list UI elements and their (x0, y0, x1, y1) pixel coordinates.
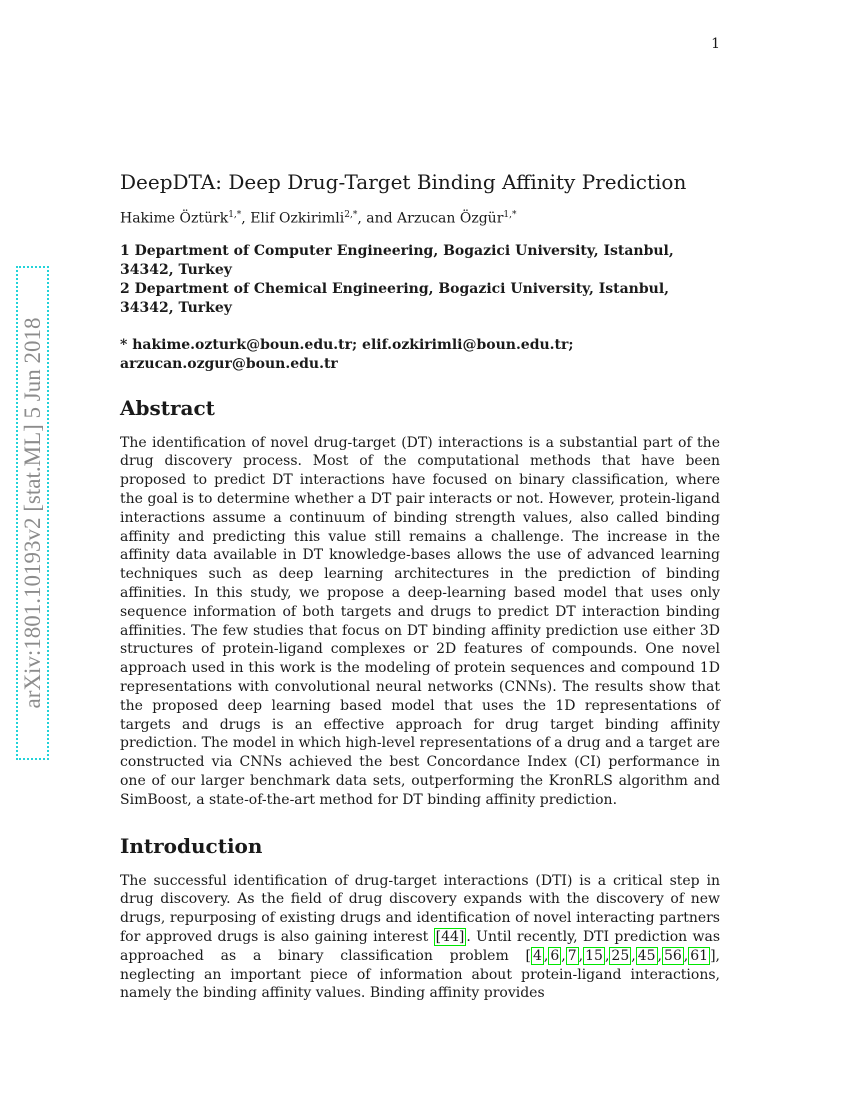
affiliations (120, 242, 720, 318)
abstract-heading: Abstract (120, 395, 215, 420)
citation-link[interactable]: 61 (690, 947, 709, 964)
abstract-text: The identification of novel drug-target (DT) interactions is a substantial part of the drug discovery process. Most of the computational methods that have been proposed to predict DT interactions have focused on binary classification, where the goal is to determine whether a DT pair interacts or not. However, protein-ligand interactions assume a continuum of binding strength values, also called binding affinity and predicting this value still remains a challenge. The increase in the affinity data available in DT knowledge-bases allows the use of advanced learning techniques such as deep learning architectures in the prediction of binding affinities. In this study, we propose a deep-learning based model that uses only sequence information of both targets and drugs to predict DT interaction binding affinities. The few studies that focus on DT binding affinity prediction use either 3D structures of protein-ligand complexes or 2D features of compounds. One novel approach used in this work is the modeling of protein sequences and compound 1D representations with convolutional neural networks (CNNs). The results show that the proposed deep learning based model that uses the 1D representations of targets and drugs is an effective approach for drug target binding affinity prediction. The model in which high-level representations of a drug and a target are constructed via CNNs achieved the best Concordance Index (CI) performance in one of our larger benchmark data sets, outperforming the KronRLS algorithm and SimBoost, a state-of-the-art method for DT binding affinity prediction. (120, 434, 720, 808)
affiliation-1: 1 Department of Computer Engineering, Bogazici University, Istanbul, 34342, Turkey (120, 242, 674, 278)
paper-title: DeepDTA: Deep Drug-Target Binding Affinity Prediction (120, 170, 687, 194)
corresponding-emails: * hakime.ozturk@boun.edu.tr; elif.ozkirimli@boun.edu.tr; arzucan.ozgur@boun.edu.tr (120, 336, 574, 372)
author-affiliation-mark: 1,* (503, 210, 517, 220)
paper-body (120, 170, 720, 1027)
citation-link[interactable]: 4 (533, 947, 542, 964)
citation-link[interactable]: 6 (550, 947, 560, 964)
author-name: Elif Ozkirimli (250, 210, 345, 227)
page-number: 1 (711, 36, 720, 52)
citation-link[interactable]: [44] (435, 928, 465, 945)
arxiv-identifier-stamp[interactable] (16, 266, 49, 760)
author-affiliation-mark: 1,* (228, 210, 242, 220)
citation-link[interactable]: 25 (611, 947, 630, 964)
citation-link[interactable]: 15 (585, 947, 603, 964)
affiliation-2: 2 Department of Chemical Engineering, Bogazici University, Istanbul, 34342, Turkey (120, 280, 670, 316)
arxiv-identifier-text: arXiv:1801.10193v2 [stat.ML] 5 Jun 2018 (19, 317, 45, 709)
author-affiliation-mark: 2,* (344, 210, 358, 220)
author-name: Hakime Öztürk (120, 210, 229, 227)
introduction-text: The successful identification of drug-target interactions (DTI) is a critical step in drug discovery. As the field of drug discovery expands with the discovery of new drugs, repurposing of existing drugs and identification of novel interacting partners for approved drugs is also gaining interest [44] . Until recently, DTI prediction was approached as a binary classification problem [ 4 , 6 , 7 , 15 , 25 , 45 , 56 , 61 ], neglecting an important piece of information about protein-ligand interactions, namely the binding affinity values. Binding affinity provides (120, 872, 721, 1002)
introduction-heading: Introduction (120, 833, 263, 858)
author-name: Arzucan Özgür (397, 210, 504, 227)
citation-group: 4 , 6 , 7 , 15 , 25 , 45 , 56 , 61 (533, 947, 709, 964)
citation-link[interactable]: 56 (663, 947, 682, 964)
citation-link[interactable]: 45 (637, 947, 656, 964)
author-list: Hakime Öztürk$^{1,*}$, Elif Ozkirimli$^{2,*}$, and Arzucan Özgür$^{1,*}$ (120, 210, 517, 227)
citation-link[interactable]: 7 (567, 947, 577, 964)
